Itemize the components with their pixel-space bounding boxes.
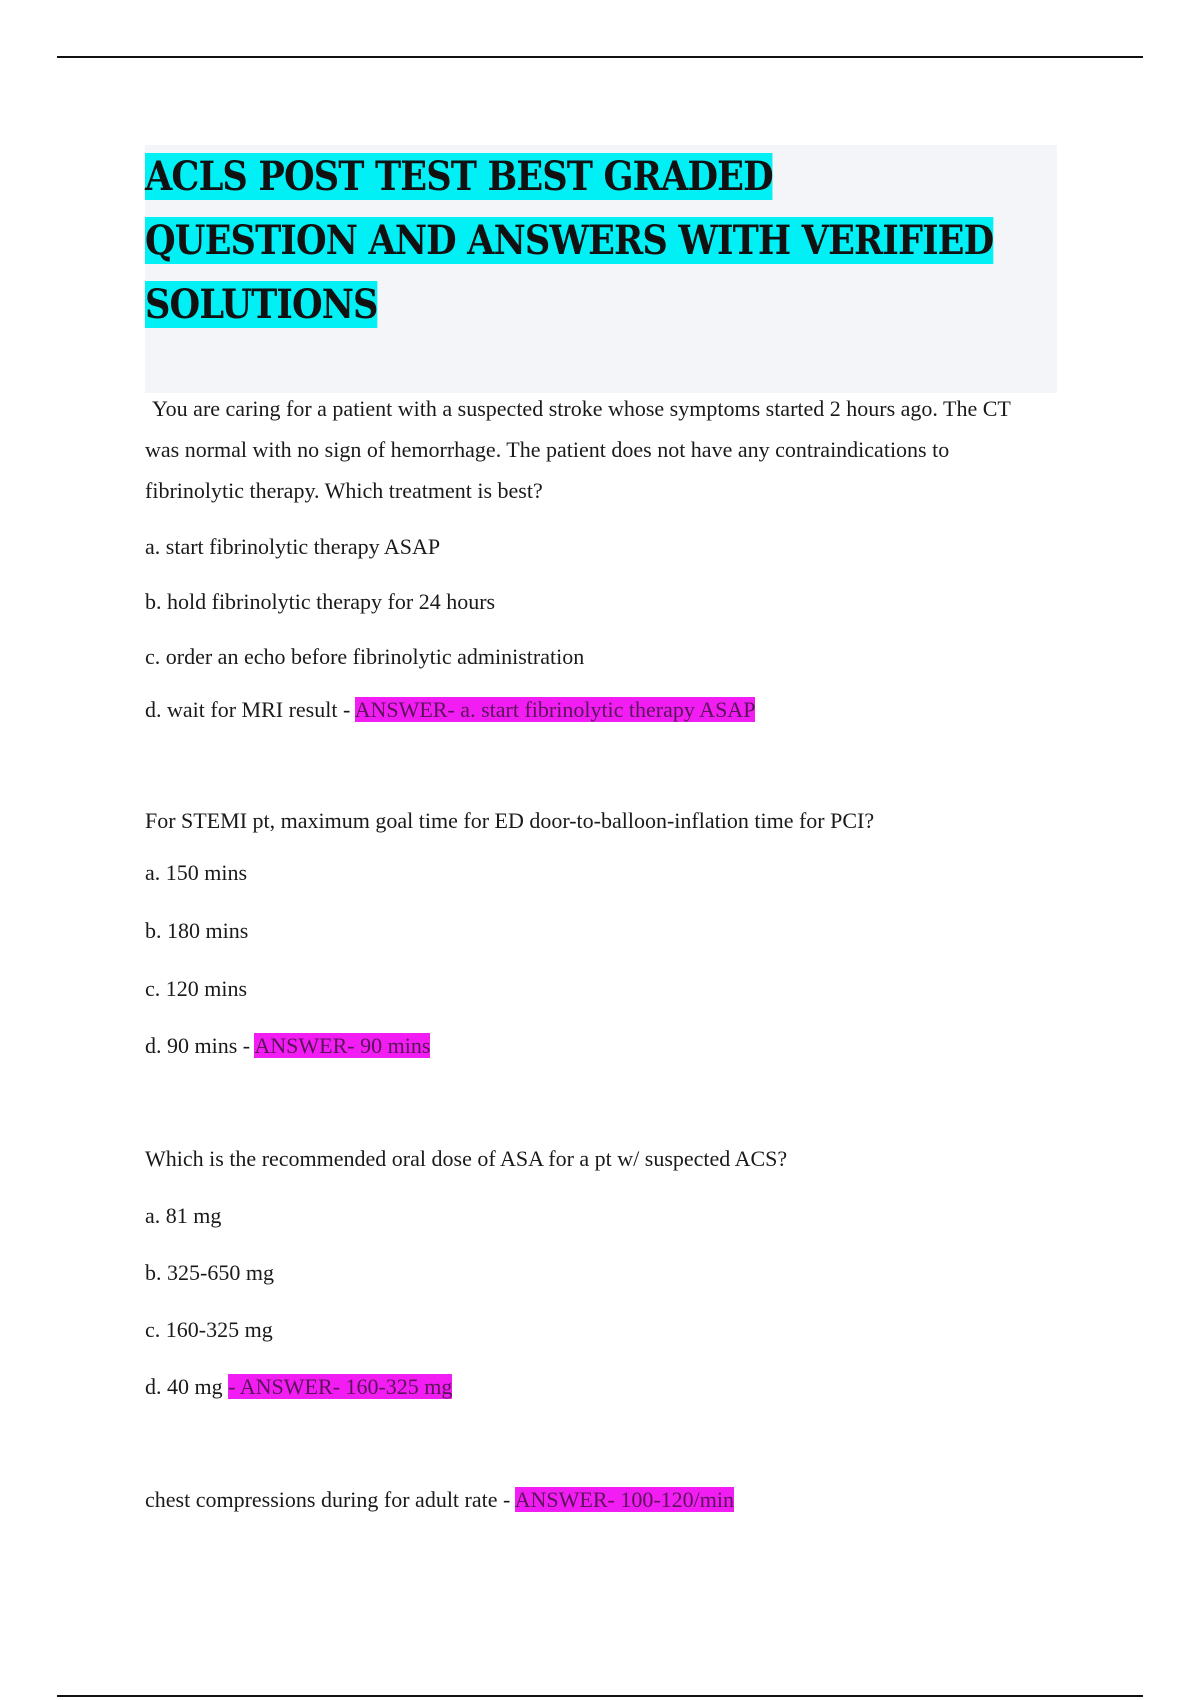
- question-1-option-b: b. hold fibrinolytic therapy for 24 hours: [145, 589, 496, 614]
- question-3-option-b: b. 325-650 mg: [145, 1260, 274, 1285]
- question-2-option-c: c. 120 mins: [145, 976, 248, 1001]
- question-2-option-a: a. 150 mins: [145, 860, 248, 885]
- document-body: [145, 388, 1045, 1515]
- question-1-text: You are caring for a patient with a suspected stroke whose symptoms started 2 hours ago. The CT was normal with no sign of hemorrhage. The patient does not have any contraindications to fibrinolytic therapy. Which treatment is best?: [145, 396, 1011, 503]
- document-title: [145, 145, 1060, 337]
- title-line-1: ACLS POST TEST BEST GRADED: [145, 153, 773, 200]
- question-2: [145, 806, 1045, 1061]
- question-2-option-d: [145, 1031, 1045, 1061]
- question-1-option-d: [145, 695, 1045, 725]
- question-1-answer: ANSWER- a. start fibrinolytic therapy ASAP: [354, 697, 756, 722]
- question-3-option-d: [145, 1372, 1045, 1402]
- question-2-text: For STEMI pt, maximum goal time for ED door-to-balloon-inflation time for PCI?: [145, 808, 875, 833]
- title-box: [145, 145, 1057, 393]
- question-4: [145, 1485, 1045, 1515]
- question-1-option-d-text: d. wait for MRI result -: [145, 697, 355, 722]
- question-3-text: Which is the recommended oral dose of ASA for a pt w/ suspected ACS?: [145, 1146, 788, 1171]
- question-3-answer: - ANSWER- 160-325 mg: [228, 1374, 453, 1399]
- question-2-option-b: b. 180 mins: [145, 918, 249, 943]
- question-3: [145, 1144, 1045, 1402]
- question-2-answer: ANSWER- 90 mins: [254, 1033, 431, 1058]
- question-1-option-c: c. order an echo before fibrinolytic administration: [145, 644, 585, 669]
- question-3-option-c: c. 160-325 mg: [145, 1317, 273, 1342]
- question-1-option-a: a. start fibrinolytic therapy ASAP: [145, 534, 441, 559]
- question-4-answer: ANSWER- 100-120/min: [514, 1487, 735, 1512]
- question-4-line: [145, 1485, 1045, 1515]
- question-3-option-a: a. 81 mg: [145, 1203, 222, 1228]
- title-line-2: QUESTION AND ANSWERS WITH VERIFIED: [145, 217, 994, 264]
- bottom-rule: [57, 1695, 1143, 1697]
- title-line-3: SOLUTIONS: [145, 281, 378, 328]
- question-2-option-d-text: d. 90 mins -: [145, 1033, 255, 1058]
- top-rule: [57, 56, 1143, 58]
- question-3-option-d-text: d. 40 mg: [145, 1374, 229, 1399]
- question-4-text: chest compressions during for adult rate -: [145, 1487, 515, 1512]
- question-1: [145, 388, 1045, 725]
